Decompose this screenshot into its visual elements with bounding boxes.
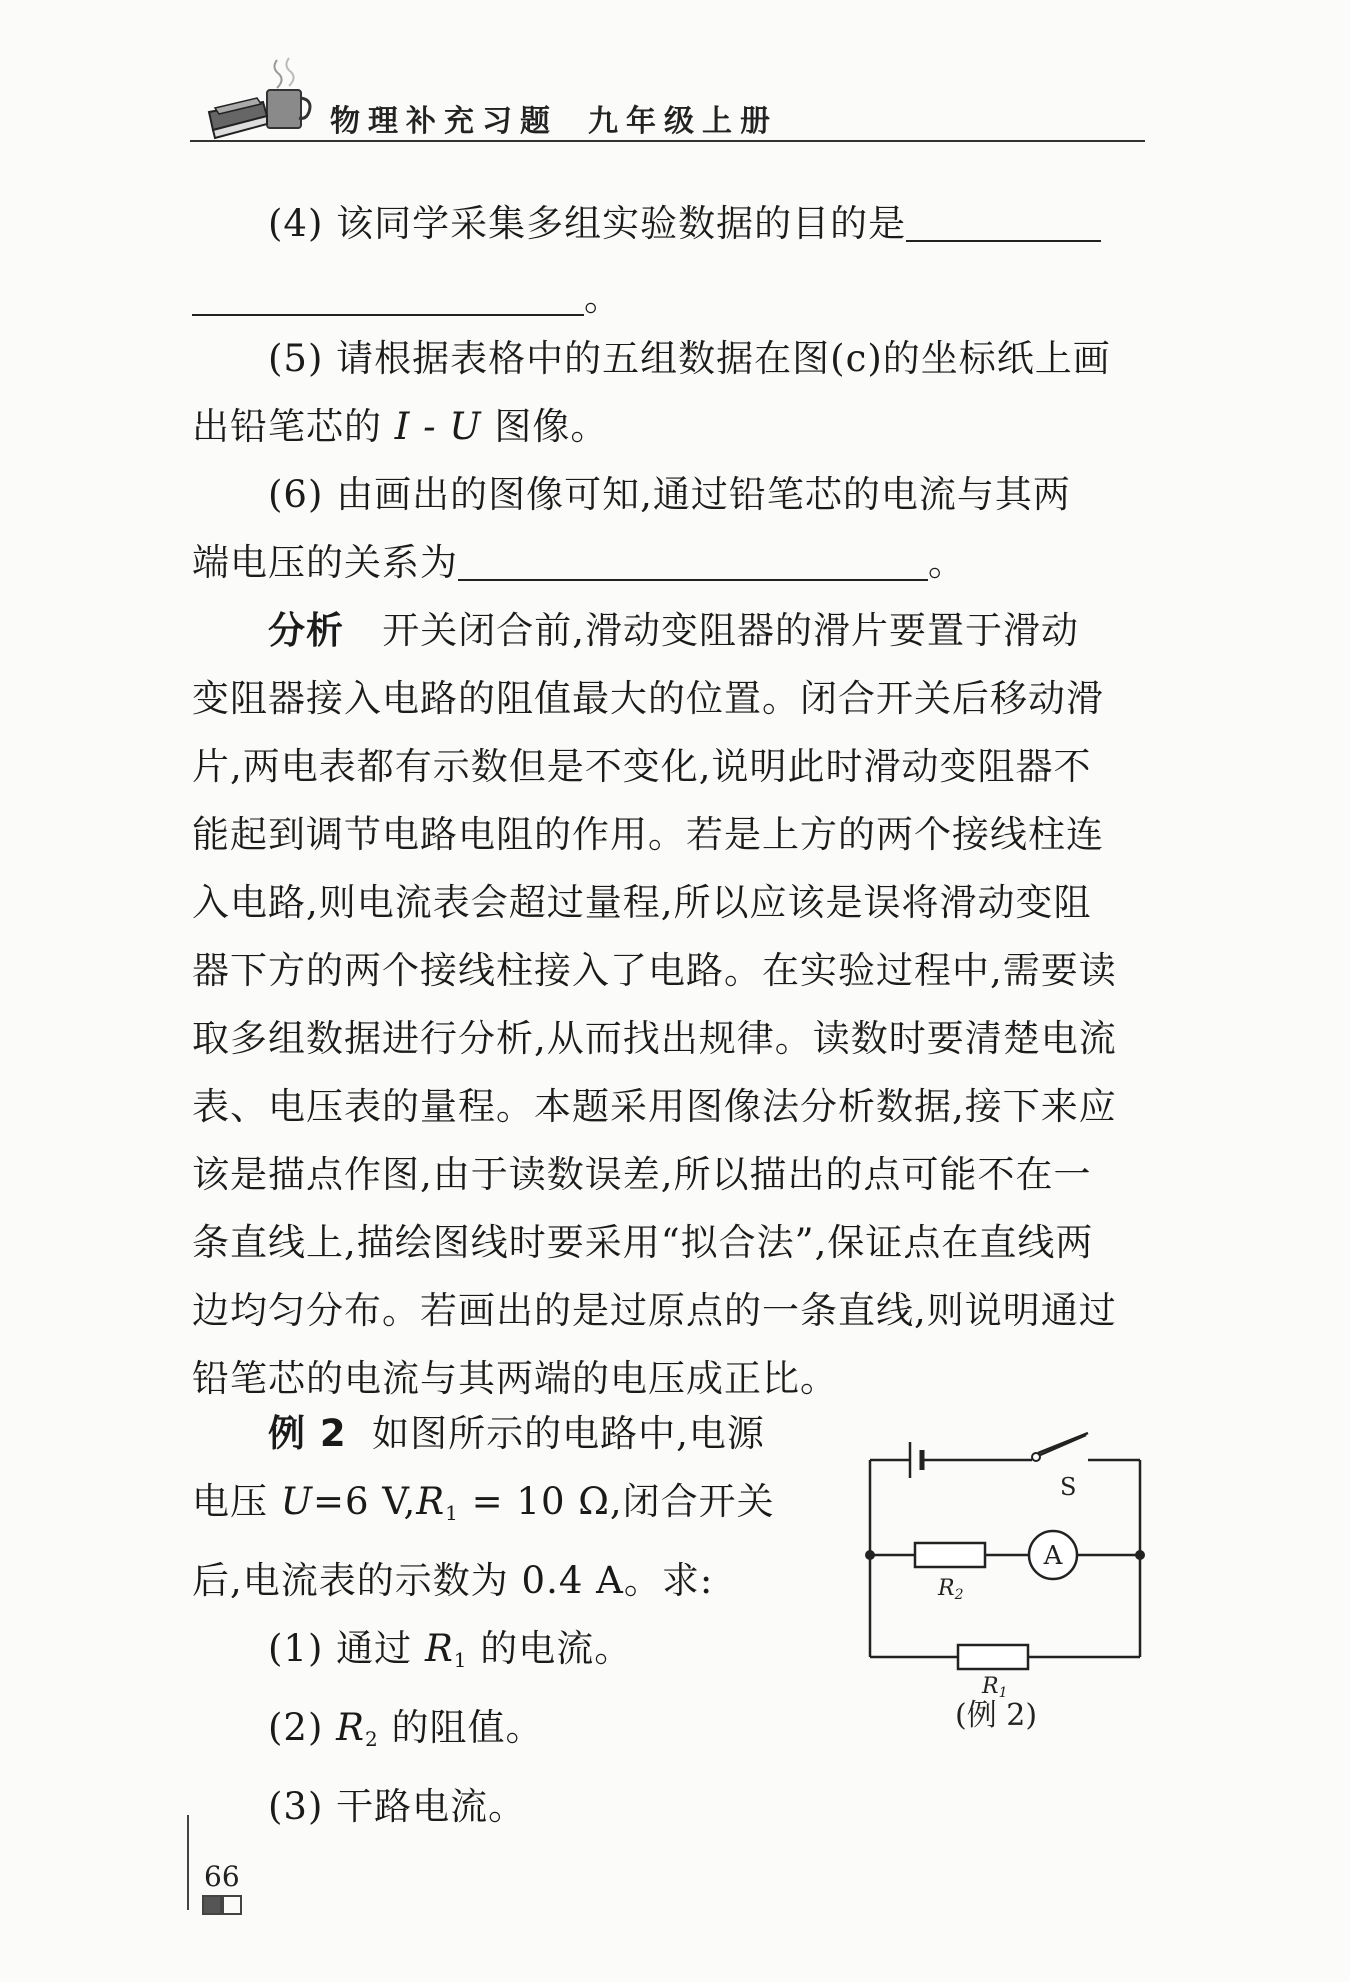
ammeter-label: A [1043, 1541, 1063, 1571]
ammeter-icon [1029, 1531, 1077, 1579]
period: 。 [928, 541, 966, 584]
r-variable: R [416, 1480, 446, 1523]
circuit-diagram [860, 1425, 1160, 1701]
book-title: 物理补充习题 [330, 104, 558, 139]
header-divider [190, 140, 1145, 142]
analysis-line: 条直线上,描绘图线时要采用“拟合法”,保证点在直线两 [192, 1221, 1094, 1264]
analysis-line: 变阻器接入电路的阻值最大的位置。闭合开关后移动滑 [192, 677, 1104, 720]
answer-blank [906, 200, 1101, 242]
question-6-line2 [192, 529, 1150, 597]
r2-subscript: 2 [954, 1587, 964, 1603]
books-and-cup-icon [205, 52, 315, 140]
subscript: 2 [365, 1727, 379, 1751]
r2-letter: R [938, 1576, 955, 1601]
text-segment: 出铅笔芯的 [192, 405, 395, 448]
analysis-line: 该是描点作图,由于读数误差,所以描出的点可能不在一 [192, 1153, 1092, 1196]
example-line [192, 1400, 852, 1468]
question-5-line1: (5) 请根据表格中的五组数据在图(c)的坐标纸上画 [268, 337, 1111, 380]
analysis-line: 边均匀分布。若画出的是过原点的一条直线,则说明通过 [192, 1289, 1117, 1332]
analysis-line: 入电路,则电流表会超过量程,所以应该是误将滑动变阻 [192, 881, 1092, 924]
text-segment: 的电流。 [467, 1627, 633, 1670]
question-4-text: (4) 该同学采集多组实验数据的目的是 [268, 202, 907, 245]
example-text: 如图所示的电路中,电源 [372, 1412, 765, 1455]
example-line [192, 1468, 852, 1547]
text-segment: 的阻值。 [378, 1706, 544, 1749]
analysis-label: 分析 [268, 609, 344, 652]
analysis-line: 取多组数据进行分析,从而找出规律。读数时要清楚电流 [192, 1017, 1117, 1060]
analysis-line: 器下方的两个接线柱接入了电路。在实验过程中,需要读 [192, 949, 1117, 992]
text-segment: (2) [268, 1706, 337, 1749]
answer-blank [458, 539, 928, 581]
example-question-1 [192, 1615, 852, 1694]
figure-caption: (例 2) [955, 1698, 1038, 1733]
example-question-2 [192, 1694, 852, 1773]
subscript: 1 [445, 1501, 459, 1525]
question-6-line1: (6) 由画出的图像可知,通过铅笔芯的电流与其两 [268, 473, 1071, 516]
text-segment: (1) 通过 [268, 1627, 425, 1670]
example-line: 后,电流表的示数为 0.4 A。求: [192, 1559, 714, 1602]
junction-dot [865, 1550, 875, 1560]
text-segment: = 10 Ω,闭合开关 [458, 1480, 775, 1523]
footer-divider [187, 1815, 189, 1910]
question-4-continued [192, 264, 1150, 332]
iu-variable: I - U [394, 405, 482, 448]
footer-square-icon [222, 1895, 242, 1915]
analysis-line: 表、电压表的量程。本题采用图像法分析数据,接下来应 [192, 1085, 1117, 1128]
resistor-r2-icon [915, 1543, 985, 1567]
example-label: 例 2 [268, 1412, 347, 1455]
r1-letter: R [982, 1674, 999, 1699]
question-5-line2 [192, 393, 1150, 461]
analysis-text: 开关闭合前,滑动变阻器的滑片要置于滑动 [382, 609, 1080, 652]
footer-square-icon [202, 1895, 222, 1915]
r-variable: R [424, 1627, 454, 1670]
example-question-3: (3) 干路电流。 [268, 1785, 527, 1828]
text-segment: 端电压的关系为 [192, 541, 458, 584]
subscript: 1 [453, 1648, 468, 1672]
period: 。 [584, 276, 622, 319]
analysis-line: 片,两电表都有示数但是不变化,说明此时滑动变阻器不 [192, 745, 1092, 788]
analysis-block [192, 597, 1150, 1413]
question-4 [192, 190, 1226, 258]
resistor-r1-icon [958, 1645, 1028, 1669]
example-2 [192, 1400, 852, 1841]
junction-dot [1135, 1550, 1145, 1560]
question-6 [192, 461, 1226, 529]
analysis-line: 能起到调节电路电阻的作用。若是上方的两个接线柱连 [192, 813, 1104, 856]
question-5 [192, 325, 1226, 393]
r2-label [937, 1576, 964, 1603]
r1-subscript: 1 [998, 1685, 1008, 1701]
text-segment: 图像。 [481, 405, 609, 448]
r-variable: R [336, 1706, 366, 1749]
analysis-line: 铅笔芯的电流与其两端的电压成正比。 [192, 1357, 838, 1400]
header-title [330, 96, 778, 140]
text-segment: =6 V, [312, 1480, 417, 1523]
text-segment: 电压 [192, 1480, 281, 1523]
u-variable: U [280, 1480, 313, 1523]
analysis-line [192, 597, 1150, 665]
answer-blank [192, 274, 584, 316]
battery-icon [910, 1442, 922, 1478]
page-number: 66 [204, 1860, 240, 1893]
grade-label: 九年级上册 [588, 104, 778, 139]
switch-label: S [1060, 1473, 1077, 1501]
